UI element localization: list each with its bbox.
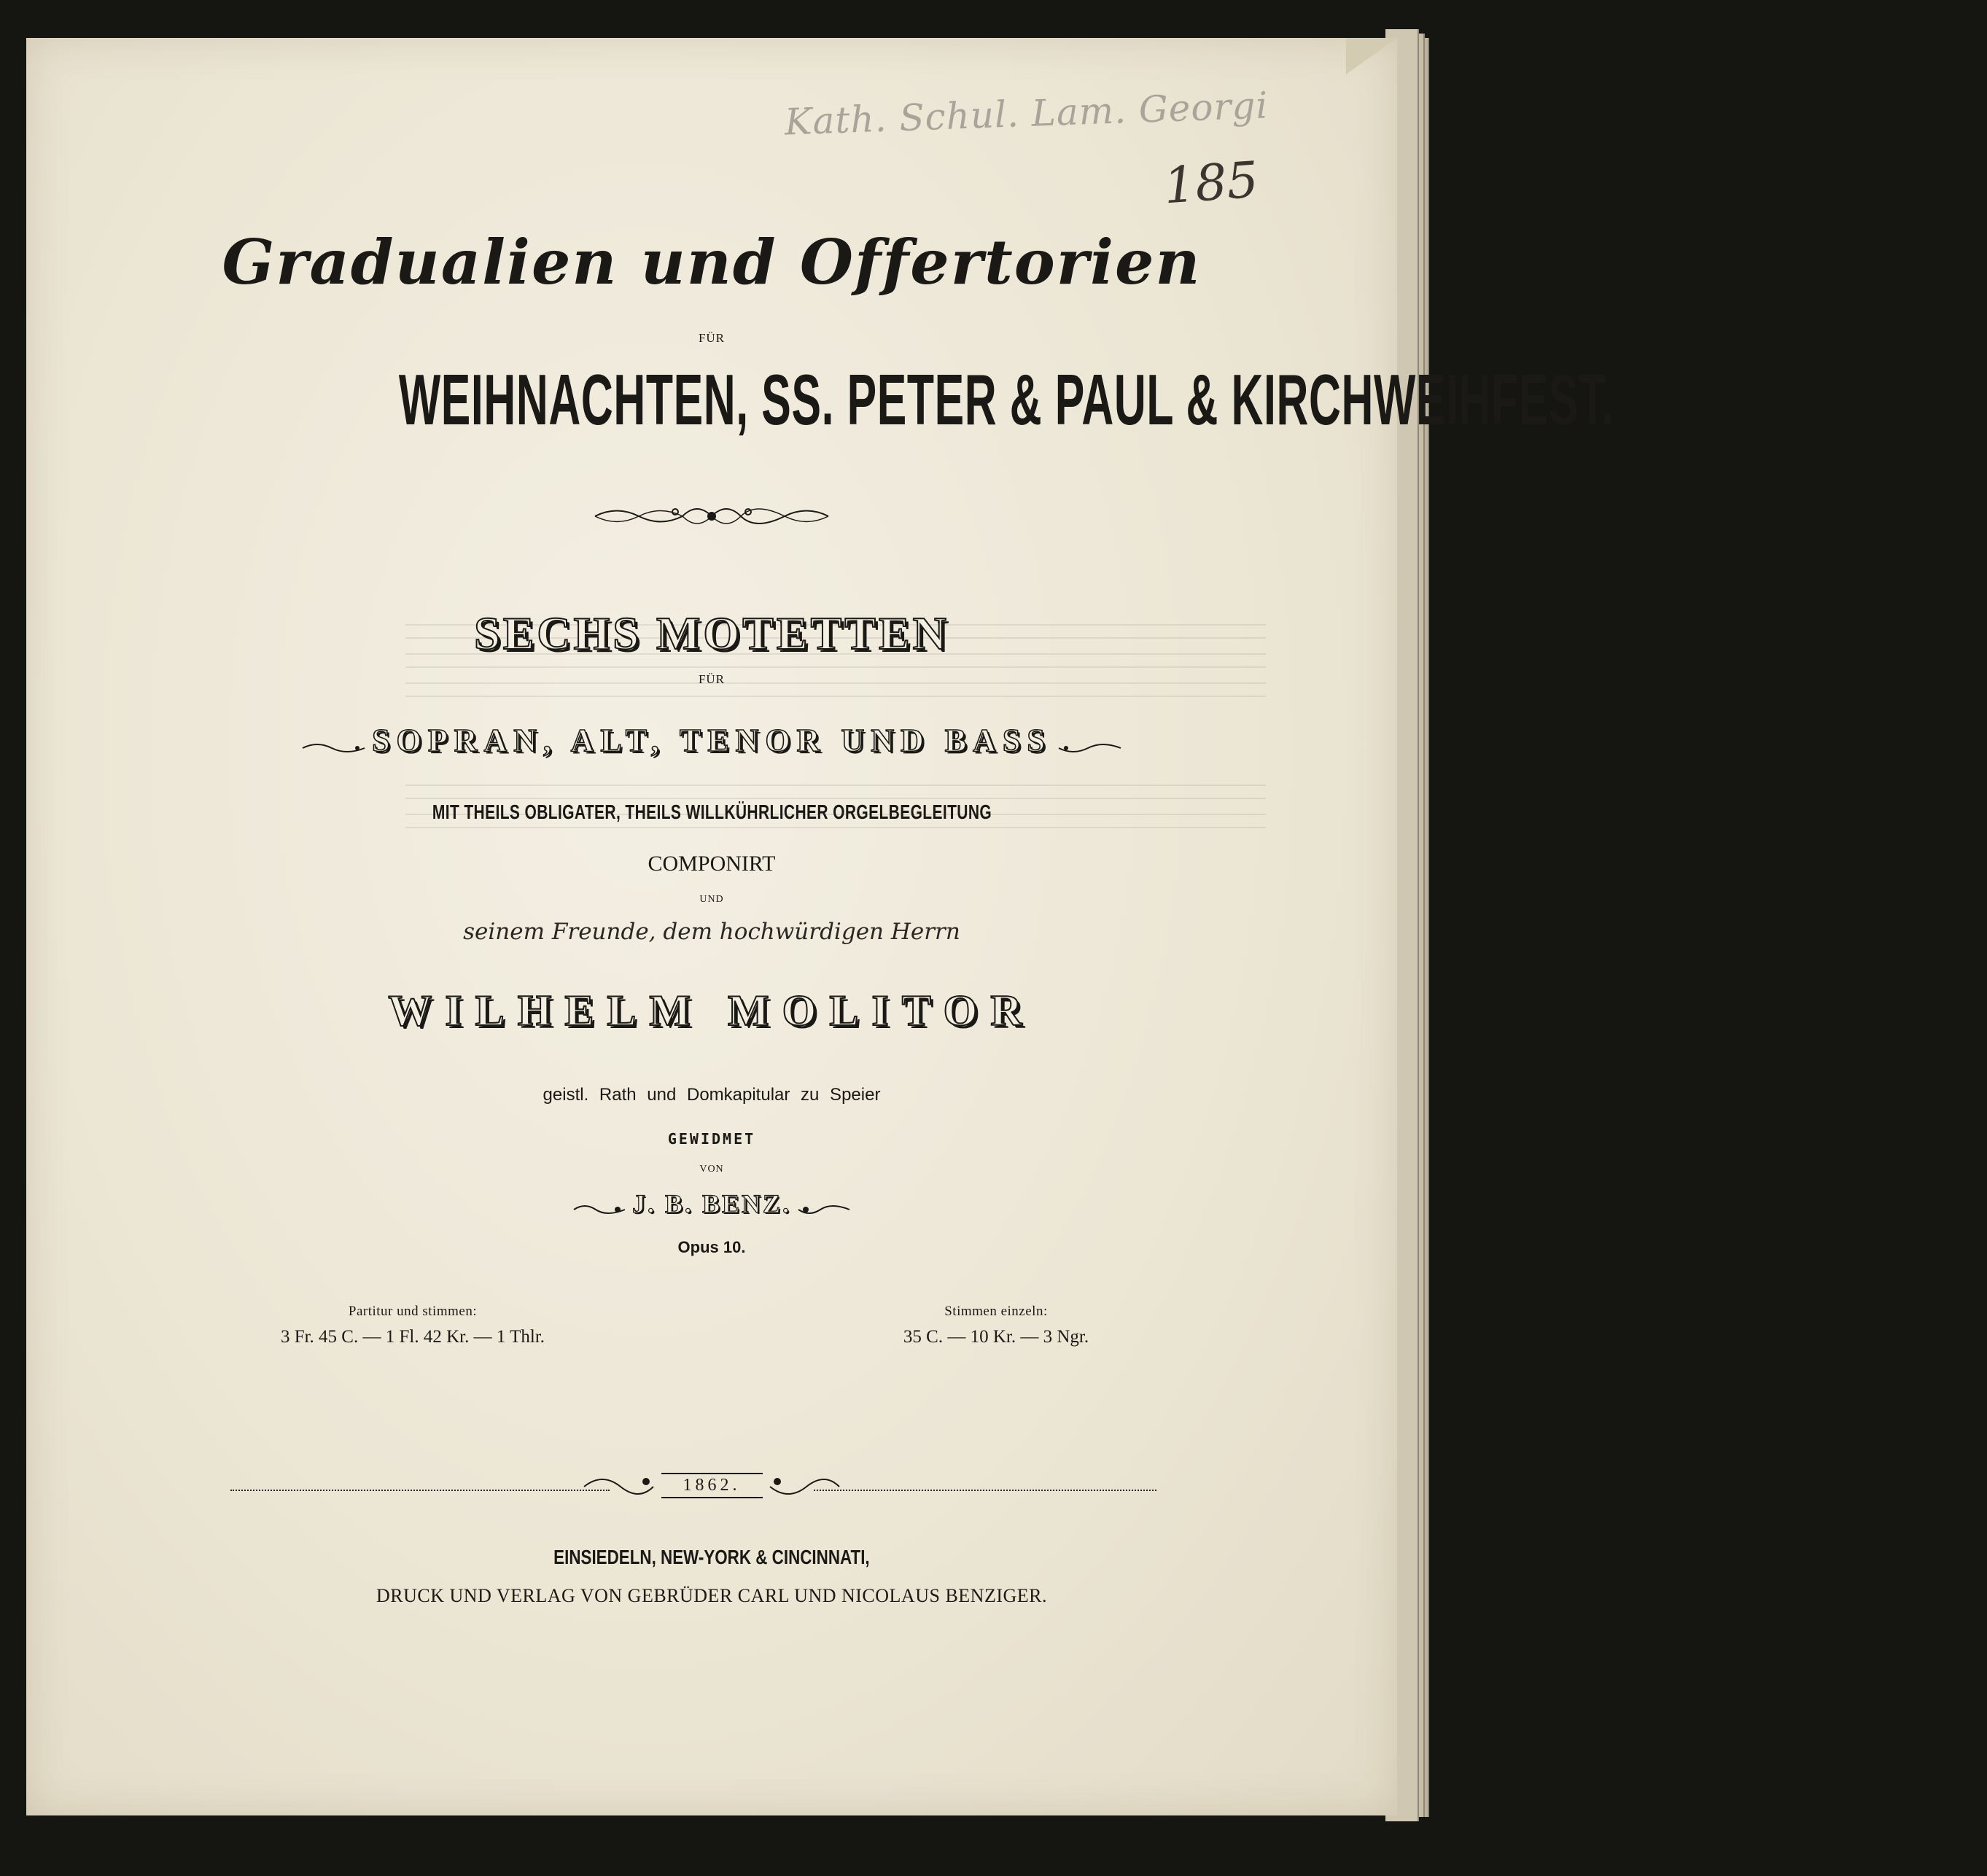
- page-content: [26, 38, 1614, 1815]
- price-right-heading: Stimmen einzeln:: [944, 1304, 1048, 1319]
- voices-wrap: [26, 722, 1397, 759]
- year-wrap: [26, 1468, 1397, 1505]
- dedicatee-name: WILHELM MOLITOR: [388, 986, 1035, 1035]
- price-single-parts: [843, 1304, 1149, 1347]
- von-label: VON: [699, 1164, 724, 1175]
- fur-label-2: FÜR: [698, 672, 726, 686]
- componirt: COMPONIRT: [648, 852, 776, 876]
- imprint-publisher: DRUCK UND VERLAG VON GEBRÜDER CARL UND NICOLAUS BENZIGER.: [376, 1585, 1047, 1606]
- flourish-right-icon: [766, 1468, 847, 1505]
- flourish-right-icon: [1055, 737, 1124, 759]
- gewidmet-label: GEWIDMET: [667, 1130, 756, 1148]
- flourish-left-icon: [299, 737, 368, 759]
- flourish-right-icon: [795, 1199, 853, 1221]
- ornament-top: [26, 494, 1397, 538]
- fur-label: FÜR: [698, 331, 726, 345]
- price-left-value: 3 Fr. 45 C. — 1 Fl. 42 Kr. — 1 Thlr.: [280, 1327, 545, 1347]
- publication-year: 1862.: [661, 1473, 763, 1498]
- opus-number: Opus 10.: [677, 1238, 746, 1256]
- price-left-heading: Partitur und stimmen:: [348, 1304, 478, 1319]
- dedication-line: seinem Freunde, dem hochwürdigen Herrn: [463, 919, 960, 945]
- composer-name: J. B. BENZ.: [631, 1189, 792, 1218]
- feasts-line-wrap: [26, 359, 1614, 441]
- price-score-parts: [209, 1304, 617, 1347]
- title-page: [26, 38, 1614, 1815]
- dedicatee-title: geistl. Rath und Domkapitular zu Speier: [543, 1085, 881, 1105]
- voices-line: SOPRAN, ALT, TENOR UND BASS: [372, 723, 1051, 758]
- und-label: UND: [699, 894, 724, 905]
- title-gothic: Gradualien und Offertorien: [222, 226, 1202, 298]
- imprint-cities-wrap: [26, 1546, 1397, 1569]
- price-right-value: 35 C. — 10 Kr. — 3 Ngr.: [903, 1327, 1089, 1347]
- composer-wrap: [26, 1188, 1397, 1221]
- sechs-motetten: SECHS MOTETTEN: [474, 607, 949, 659]
- feasts-line: WEIHNACHTEN, SS. PETER & PAUL & KIRCHWEIHFEST.: [398, 359, 1614, 440]
- catalog-number: 185: [1162, 151, 1261, 216]
- imprint-cities: EINSIEDELN, NEW-YORK & CINCINNATI,: [553, 1546, 870, 1568]
- accompaniment-line: MIT THEILS OBLIGATER, THEILS WILLKÜHRLICHER ORGELBEGLEITUNG: [432, 801, 992, 823]
- flourish-left-icon: [577, 1468, 657, 1505]
- handwritten-note: Kath. Schul. Lam. Georgi: [784, 84, 1269, 144]
- flourish-ornament-icon: [588, 494, 836, 538]
- flourish-left-icon: [570, 1199, 629, 1221]
- accompaniment-wrap: [26, 801, 1397, 824]
